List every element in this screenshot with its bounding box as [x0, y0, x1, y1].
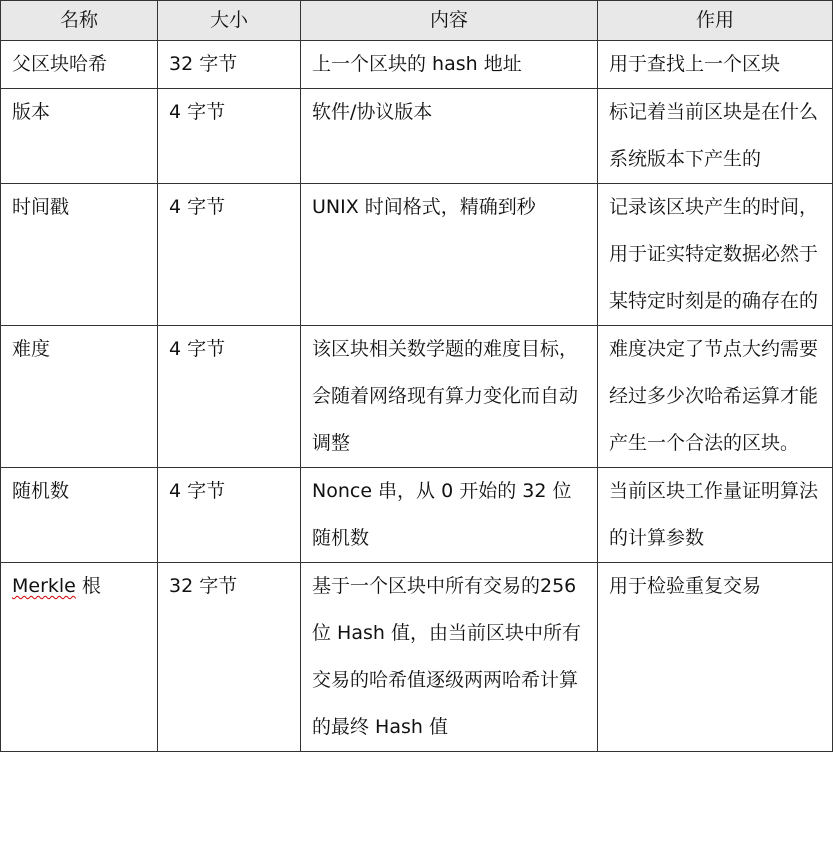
cell-name — [1, 563, 158, 752]
cell-size: 4 字节 — [158, 326, 301, 468]
cell-name: 版本 — [1, 89, 158, 184]
cell-name: 父区块哈希 — [1, 41, 158, 89]
spellcheck-word: Merkle — [12, 575, 76, 597]
cell-purpose: 记录该区块产生的时间，用于证实特定数据必然于某特定时刻是的确存在的 — [598, 184, 833, 326]
table-row — [1, 184, 833, 326]
cell-size: 4 字节 — [158, 468, 301, 563]
cell-content: UNIX 时间格式，精确到秒 — [301, 184, 598, 326]
cell-purpose: 用于查找上一个区块 — [598, 41, 833, 89]
cell-size: 32 字节 — [158, 41, 301, 89]
cell-content: 基于一个区块中所有交易的256 位 Hash 值，由当前区块中所有交易的哈希值逐级两两哈希计算的最终 Hash 值 — [301, 563, 598, 752]
table-row — [1, 41, 833, 89]
header-size: 大小 — [158, 1, 301, 41]
table-row — [1, 468, 833, 563]
header-name: 名称 — [1, 1, 158, 41]
table-row — [1, 563, 833, 752]
cell-content: Nonce 串，从 0 开始的 32 位随机数 — [301, 468, 598, 563]
table-row — [1, 89, 833, 184]
cell-content: 上一个区块的 hash 地址 — [301, 41, 598, 89]
cell-content: 该区块相关数学题的难度目标，会随着网络现有算力变化而自动调整 — [301, 326, 598, 468]
cell-name-suffix: 根 — [75, 575, 101, 597]
table-row — [1, 326, 833, 468]
cell-purpose: 当前区块工作量证明算法的计算参数 — [598, 468, 833, 563]
cell-purpose: 用于检验重复交易 — [598, 563, 833, 752]
cell-purpose: 标记着当前区块是在什么系统版本下产生的 — [598, 89, 833, 184]
header-content: 内容 — [301, 1, 598, 41]
cell-name: 随机数 — [1, 468, 158, 563]
cell-size: 4 字节 — [158, 89, 301, 184]
cell-purpose: 难度决定了节点大约需要经过多少次哈希运算才能产生一个合法的区块。 — [598, 326, 833, 468]
cell-size: 4 字节 — [158, 184, 301, 326]
cell-name: 难度 — [1, 326, 158, 468]
header-row — [1, 1, 833, 41]
cell-size: 32 字节 — [158, 563, 301, 752]
cell-name: 时间戳 — [1, 184, 158, 326]
header-purpose: 作用 — [598, 1, 833, 41]
cell-content: 软件/协议版本 — [301, 89, 598, 184]
